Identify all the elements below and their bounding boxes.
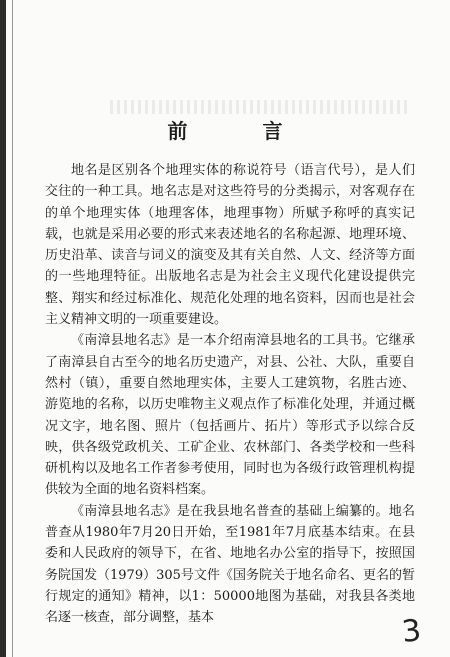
bleed-through-text (110, 100, 410, 114)
scan-edge (0, 0, 6, 657)
paragraph-3: 《南漳县地名志》是在我县地名普查的基础上编纂的。地名普查从1980年7月20日开始，至1981年7月底基本结束。在县委和人民政府的领导下，在省、地地名办公室的指导下，按照国务院国发（1979）305号文件《国务院关于地名命名、更名的暂行规定的通知》精神，以1：50000地图为基础，对我县各类地名逐一核查，部分调整，基本 (45, 503, 415, 626)
page-title: 前 言 (167, 119, 317, 143)
paragraph-1: 地名是区别各个地理实体的称说符号（语言代号），是人们交往的一种工具。地名志是对这些符号的分类揭示，对客观存在的单个地理实体（地理客体，地理事物）所赋予称呼的真实记载，也就是采用必要的形式来表述地名的名称起源、地理环境、历史沿革、读音与词义的演变及其有关自然、人文、经济等方面的一些地理特征。出版地名志是为社会主义现代化建设提供完整、翔实和经过标准化、规范化处理的地名资料，因而也是社会主义精神文明的一项重要建设。 (45, 163, 415, 328)
scan-edge-line (12, 0, 13, 657)
document-body (45, 160, 415, 629)
paragraph-2: 《南漳县地名志》是一本介绍南漳县地名的工具书。它继承了南漳县自古至今的地名历史遗产，对县、公社、大队，重要自然村（镇），重要自然地理实体，主要人工建筑物，名胜古迹、游览地的名称，以历史唯物主义观点作了标准化处理，并通过概况文字，地名图、照片（包括画片、拓片）等形式予以综合反映，供各级党政机关、工矿企业、农林部门、各类学校和一些科研机构以及地名工作者参考使用，同时也为各级行政管理机构提供较为全面的地名资料档案。 (45, 333, 415, 498)
handwritten-page-number: 3 (400, 613, 423, 650)
